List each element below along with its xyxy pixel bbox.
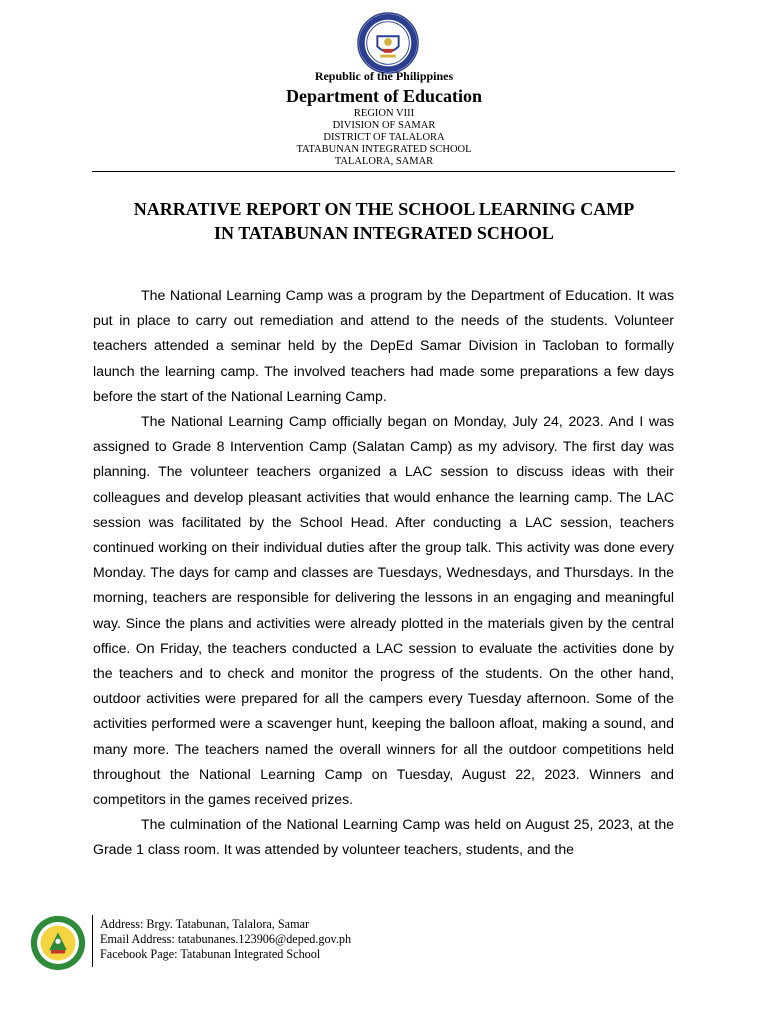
- footer-address: Address: Brgy. Tatabunan, Talalora, Samar: [100, 917, 310, 931]
- district-line: DISTRICT OF TALALORA: [323, 132, 445, 143]
- school-line: TATABUNAN INTEGRATED SCHOOL: [296, 144, 472, 155]
- deped-seal-icon: [357, 12, 419, 74]
- location-line: TALALORA, SAMAR: [334, 156, 434, 167]
- paragraph-3: The culmination of the National Learning Camp was held on August 25, 2023, at the Grade 1 class room. It was attended by volunteer teachers, students, and the: [93, 816, 674, 858]
- letterhead: [0, 68, 768, 168]
- department-name: Department of Education: [286, 86, 482, 106]
- header-divider: [92, 171, 675, 172]
- footer-divider: [92, 915, 93, 967]
- school-logo-icon: [30, 915, 86, 971]
- republic-line: Republic of the Philippines: [314, 69, 454, 83]
- footer-email: Email Address: tatabunanes.123906@deped.gov.ph: [100, 932, 352, 946]
- report-title-line-2: IN TATABUNAN INTEGRATED SCHOOL: [214, 223, 554, 243]
- division-line: DIVISION OF SAMAR: [332, 120, 436, 131]
- footer-contact: [100, 917, 351, 962]
- region-line: REGION VIII: [353, 108, 415, 119]
- report-title-line-1: NARRATIVE REPORT ON THE SCHOOL LEARNING CAMP: [133, 199, 635, 219]
- report-body: [93, 283, 674, 863]
- paragraph-1: The National Learning Camp was a program by the Department of Education. It was put in place to carry out remediation and attend to the needs of the students. Volunteer teachers attended a seminar held by the DepEd Samar Division in Tacloban to formally launch the learning camp. The involved teachers had made some preparations a few days before the start of the National Learning Camp.: [93, 287, 674, 404]
- footer-facebook: Facebook Page: Tatabunan Integrated School: [100, 947, 321, 961]
- paragraph-2: The National Learning Camp officially began on Monday, July 24, 2023. And I was assigned to Grade 8 Intervention Camp (Salatan Camp) as my advisory. The first day was planning. The volunteer teachers organized a LAC session to discuss ideas with their colleagues and develop pleasant activities that would enhance the learning camp. The LAC session was facilitated by the School Head. After conducting a LAC session, teachers continued working on their individual duties after the group talk. This activity was done every Monday. The days for camp and classes are Tuesdays, Wednesdays, and Thursdays. In the morning, teachers are responsible for delivering the lessons in an engaging and meaningful way. Since the plans and activities were already plotted in the materials given by the central office. On Friday, the teachers conducted a LAC session to evaluate the activities done by the teachers and to check and monitor the progress of the students. On the other hand, outdoor activities were prepared for all the campers every Tuesday afternoon. Some of the activities performed were a scavenger hunt, keeping the balloon afloat, making a sound, and many more. The teachers named the overall winners for all the outdoor competitions held throughout the National Learning Camp on Tuesday, August 22, 2023. Winners and competitors in the games received prizes.: [93, 413, 674, 808]
- report-title: [60, 197, 708, 245]
